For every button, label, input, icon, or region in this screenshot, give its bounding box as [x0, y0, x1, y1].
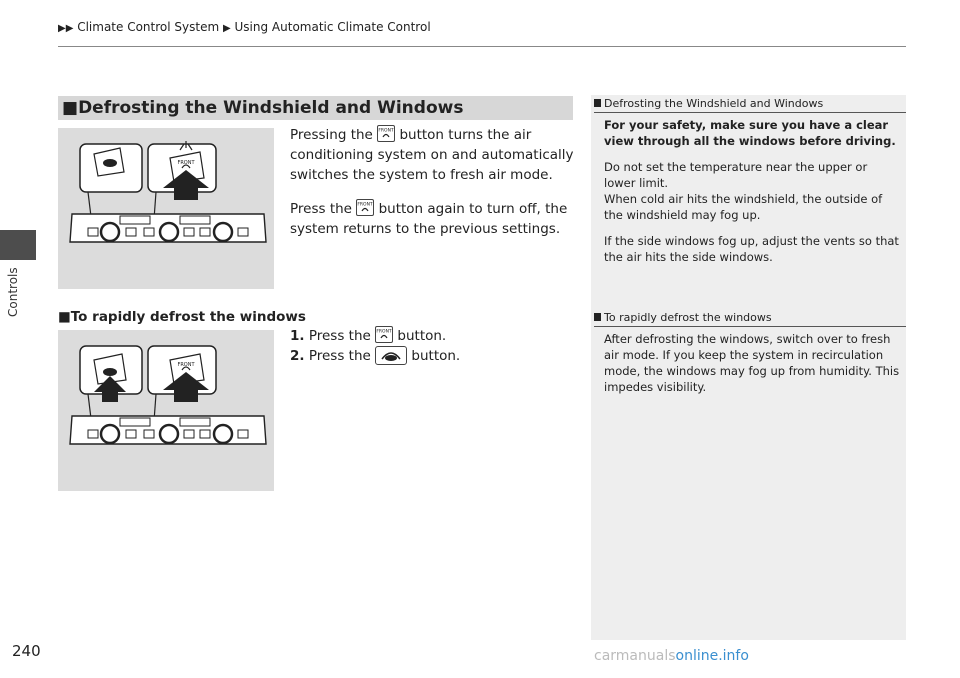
note-body-1: For your safety, make sure you have a clear view through all the windows before driving. Do not set the temperature near the upper or lower limit. When cold air hits the windshield, the outside of the windshield may fog up. If the side windows fog up, adjust the vents so that the air hits the side windows. [604, 118, 899, 264]
breadcrumb-part1[interactable]: Climate Control System [77, 20, 220, 34]
page-number: 240 [12, 642, 41, 660]
svg-text:FRONT: FRONT [378, 128, 394, 134]
note-rule-2 [594, 326, 906, 327]
note-body-2: After defrosting the windows, switch over to fresh air mode. If you keep the system in recirculation mode, the windows may fog up from humidity. This impedes visibility. [604, 332, 900, 394]
note-heading-1: Defrosting the Windshield and Windows [594, 97, 823, 110]
svg-text:FRONT: FRONT [177, 362, 195, 368]
climate-panel-illustration-icon [58, 330, 274, 491]
note-marker-icon [594, 99, 601, 107]
climate-panel-figure-1 [58, 128, 274, 289]
breadcrumb-arrow-icon: ▶▶ [58, 23, 74, 34]
note-marker-icon [594, 313, 601, 321]
breadcrumb-part2[interactable]: Using Automatic Climate Control [234, 20, 431, 34]
svg-text:FRONT: FRONT [357, 202, 373, 208]
step-1: 1. Press the FRONT button. [290, 328, 447, 344]
section-paragraph-1: Pressing the FRONT button turns the air conditioning system on and automatically switches the system to fresh air mode. [290, 127, 574, 183]
note-heading-2: To rapidly defrost the windows [594, 311, 772, 324]
breadcrumb [58, 20, 431, 34]
subsection-heading: ■To rapidly defrost the windows [58, 309, 306, 325]
chapter-label: Controls [6, 267, 20, 317]
front-defrost-icon [377, 125, 395, 142]
note-rule-1 [594, 112, 906, 113]
section-heading: ■Defrosting the Windshield and Windows [62, 98, 464, 118]
svg-text:FRONT: FRONT [376, 329, 392, 335]
breadcrumb-arrow-icon: ▶ [222, 23, 231, 34]
footer-watermark: carmanualsonline.info [594, 648, 749, 664]
climate-panel-illustration-icon [58, 128, 274, 289]
front-defrost-icon [356, 199, 374, 216]
step-2: 2. Press the button. [290, 348, 461, 364]
climate-panel-figure-2 [58, 330, 274, 491]
recirculation-icon [375, 346, 407, 365]
section-paragraph-2: Press the FRONT button again to turn off, the system returns to the previous settings. [290, 201, 568, 237]
header-divider [58, 46, 906, 47]
front-defrost-icon [375, 326, 393, 343]
svg-text:FRONT: FRONT [177, 160, 195, 166]
